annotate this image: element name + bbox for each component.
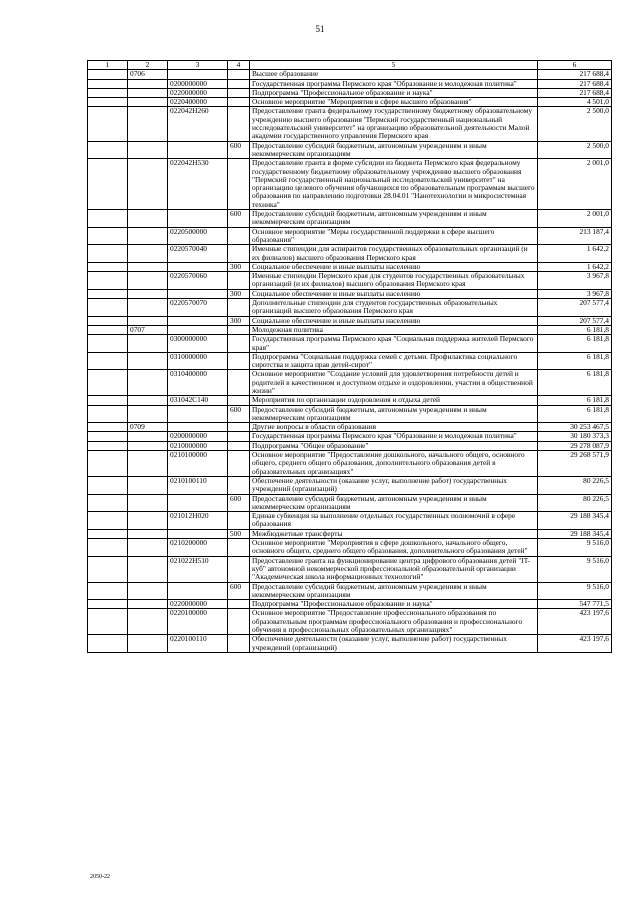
cell-target-code: 021012Н020 [168,512,228,530]
cell-amount: 4 501,0 [538,98,612,107]
cell-col1 [88,316,128,325]
cell-col1 [88,370,128,396]
table-row [88,512,612,530]
table-row [88,335,612,353]
cell-description: Именные стипендии Пермского края для студентов государственных образовательных организаций (и их филиалов) высшего образования Пермского края [250,272,538,290]
cell-section-code [128,262,168,271]
cell-description: Предоставление субсидий бюджетным, автономным учреждениям и иным некоммерческим организациям [250,494,538,512]
cell-description: Подпрограмма "Общее образование" [250,441,538,450]
cell-section-code: 0709 [128,423,168,432]
cell-amount: 2 001,0 [538,210,612,228]
table-row [88,635,612,653]
cell-section-code [128,582,168,600]
cell-amount: 2 500,0 [538,141,612,159]
cell-section-code [128,272,168,290]
cell-target-code [168,210,228,228]
cell-col1 [88,141,128,159]
cell-description: Социальное обеспечение и иные выплаты населению [250,262,538,271]
cell-amount: 80 226,5 [538,476,612,494]
cell-col1 [88,494,128,512]
table-row [88,352,612,370]
cell-section-code [128,396,168,405]
cell-amount: 30 253 467,5 [538,423,612,432]
table-row [88,70,612,79]
column-header: 1 [88,61,128,70]
cell-section-code [128,210,168,228]
cell-description: Государственная программа Пермского края "Социальная поддержка жителей Пермского края" [250,335,538,353]
column-header: 2 [128,61,168,70]
cell-target-code: 0220100000 [168,609,228,635]
cell-target-code [168,289,228,298]
cell-amount: 6 181,8 [538,396,612,405]
table-row [88,582,612,600]
cell-description: Другие вопросы в области образования [250,423,538,432]
cell-section-code [128,98,168,107]
cell-target-code: 022042Н530 [168,159,228,210]
cell-description: Предоставление субсидий бюджетным, автономным учреждениям и иным некоммерческим организациям [250,582,538,600]
cell-target-code [168,316,228,325]
cell-description: Предоставление субсидий бюджетным, автономным учреждениям и иным некоммерческим организациям [250,210,538,228]
cell-expense-type [228,556,250,582]
cell-section-code [128,539,168,557]
column-header: 5 [250,61,538,70]
cell-col1 [88,476,128,494]
cell-col1 [88,352,128,370]
cell-expense-type [228,299,250,317]
cell-description: Обеспечение деятельности (оказание услуг, выполнение работ) государственных учреждений (организаций) [250,476,538,494]
cell-expense-type [228,476,250,494]
cell-amount: 217 688,4 [538,79,612,88]
cell-amount: 217 688,4 [538,88,612,97]
cell-expense-type [228,423,250,432]
footer-code: 2050-22 [90,874,110,880]
cell-section-code [128,405,168,423]
cell-amount: 2 500,0 [538,107,612,141]
cell-expense-type [228,441,250,450]
cell-col1 [88,405,128,423]
cell-expense-type: 500 [228,529,250,538]
table-row [88,476,612,494]
cell-section-code [128,635,168,653]
cell-expense-type: 600 [228,141,250,159]
cell-description: Единая субвенция на выполнение отдельных государственных полномочий в сфере образования [250,512,538,530]
table-row [88,227,612,245]
cell-amount: 207 577,4 [538,316,612,325]
cell-col1 [88,159,128,210]
cell-col1 [88,289,128,298]
cell-target-code: 0200000000 [168,79,228,88]
cell-description: Основное мероприятие "Меры государственной поддержки в сфере высшего образования" [250,227,538,245]
cell-amount: 1 642,2 [538,262,612,271]
cell-amount: 423 197,6 [538,609,612,635]
cell-description: Высшее образование [250,70,538,79]
table-row [88,441,612,450]
table-row [88,88,612,97]
table-row [88,396,612,405]
cell-expense-type [228,98,250,107]
cell-section-code [128,512,168,530]
cell-amount: 9 516,0 [538,582,612,600]
cell-col1 [88,299,128,317]
budget-table [87,60,612,653]
table-row [88,98,612,107]
cell-section-code [128,609,168,635]
cell-amount: 207 577,4 [538,299,612,317]
cell-col1 [88,512,128,530]
cell-description: Государственная программа Пермского края "Образование и молодежная политика" [250,79,538,88]
cell-expense-type [228,539,250,557]
cell-amount: 30 180 373,3 [538,432,612,441]
cell-expense-type [228,352,250,370]
cell-target-code [168,529,228,538]
cell-expense-type: 300 [228,262,250,271]
cell-target-code [168,494,228,512]
table-row [88,325,612,334]
cell-section-code [128,529,168,538]
cell-col1 [88,107,128,141]
cell-col1 [88,432,128,441]
cell-amount: 9 516,0 [538,539,612,557]
cell-description: Мероприятия по организации оздоровления и отдыха детей [250,396,538,405]
cell-amount: 29 188 345,4 [538,512,612,530]
cell-amount: 213 187,4 [538,227,612,245]
cell-description: Государственная программа Пермского края "Образование и молодежная политика" [250,432,538,441]
cell-target-code [168,325,228,334]
cell-target-code: 022042Н260 [168,107,228,141]
cell-description: Именные стипендии для аспирантов государственных образовательных организаций (и их филиалов) высшего образования Пермского края [250,245,538,263]
table-row [88,451,612,477]
cell-description: Подпрограмма "Социальная поддержка семей с детьми. Профилактика социального сиротства и защита прав детей-сирот" [250,352,538,370]
cell-col1 [88,262,128,271]
cell-section-code [128,556,168,582]
table-row [88,107,612,141]
cell-section-code [128,299,168,317]
cell-target-code: 0220000000 [168,600,228,609]
cell-col1 [88,423,128,432]
cell-col1 [88,98,128,107]
cell-description: Основное мероприятие "Мероприятия в сфере дошкольного, начального общего, основного общего, среднего общего образования, дополнительного образования детей" [250,539,538,557]
cell-amount: 3 967,8 [538,289,612,298]
cell-expense-type [228,512,250,530]
cell-section-code [128,316,168,325]
cell-amount: 6 181,8 [538,352,612,370]
cell-col1 [88,70,128,79]
cell-col1 [88,227,128,245]
cell-target-code: 021022Н510 [168,556,228,582]
cell-description: Обеспечение деятельности (оказание услуг, выполнение работ) государственных учреждений (организаций) [250,635,538,653]
cell-col1 [88,245,128,263]
column-header: 3 [168,61,228,70]
column-header: 4 [228,61,250,70]
cell-section-code [128,88,168,97]
cell-expense-type [228,335,250,353]
cell-col1 [88,635,128,653]
table-row [88,600,612,609]
table-row [88,141,612,159]
cell-amount: 29 188 345,4 [538,529,612,538]
cell-col1 [88,539,128,557]
cell-amount: 6 181,8 [538,335,612,353]
cell-description: Основное мероприятие "Создание условий для удовлетворения потребности детей и родителей в качественном и доступном отдыхе и оздоровлении, участии в общественной жизни" [250,370,538,396]
cell-target-code: 0220000000 [168,88,228,97]
cell-target-code: 0220400000 [168,98,228,107]
cell-target-code: 0310000000 [168,352,228,370]
table-row [88,79,612,88]
cell-target-code: 031042С140 [168,396,228,405]
table-row [88,494,612,512]
cell-expense-type [228,600,250,609]
cell-col1 [88,325,128,334]
cell-description: Подпрограмма "Профессиональное образование и наука" [250,600,538,609]
page-number: 51 [315,24,325,34]
cell-section-code [128,370,168,396]
cell-target-code [168,141,228,159]
cell-section-code [128,441,168,450]
cell-col1 [88,529,128,538]
table-row [88,245,612,263]
cell-col1 [88,609,128,635]
cell-description: Предоставление гранта в форме субсидии из бюджета Пермского края федеральному государственному бюджетному образовательному учреждению высшего образования "Пермский государственный национальный исследовательский университет" на организацию целевого обучения обучающихся по образовательным программам высшего образования по направлению подготовки 28.04.01 "Нанотехнологии и микросистемная техника" [250,159,538,210]
cell-target-code: 0210000000 [168,441,228,450]
cell-amount: 6 181,8 [538,325,612,334]
cell-description: Социальное обеспечение и иные выплаты населению [250,316,538,325]
cell-section-code [128,335,168,353]
cell-description: Основное мероприятие "Предоставление дошкольного, начального общего, основного общего, среднего общего образования, дополнительного образования детей в образовательных организациях" [250,451,538,477]
cell-section-code [128,289,168,298]
cell-expense-type [228,370,250,396]
cell-section-code [128,476,168,494]
cell-expense-type [228,325,250,334]
cell-expense-type [228,451,250,477]
cell-expense-type [228,272,250,290]
column-header: 6 [538,61,612,70]
table-row [88,539,612,557]
cell-amount: 217 688,4 [538,70,612,79]
cell-amount: 6 181,8 [538,405,612,423]
table-row [88,529,612,538]
cell-target-code: 0220100110 [168,635,228,653]
cell-target-code: 0300000000 [168,335,228,353]
table-row [88,405,612,423]
cell-expense-type [228,88,250,97]
table-row [88,316,612,325]
cell-expense-type: 300 [228,289,250,298]
cell-amount: 80 226,5 [538,494,612,512]
cell-description: Социальное обеспечение и иные выплаты населению [250,289,538,298]
cell-col1 [88,582,128,600]
cell-amount: 3 967,8 [538,272,612,290]
cell-expense-type [228,609,250,635]
cell-amount: 9 516,0 [538,556,612,582]
cell-target-code: 0220500000 [168,227,228,245]
cell-col1 [88,600,128,609]
cell-amount: 6 181,8 [538,370,612,396]
cell-expense-type [228,245,250,263]
cell-target-code [168,262,228,271]
cell-col1 [88,88,128,97]
cell-target-code: 0220570060 [168,272,228,290]
cell-col1 [88,210,128,228]
cell-expense-type [228,70,250,79]
table-row [88,289,612,298]
cell-expense-type [228,432,250,441]
cell-description: Предоставление гранта на функционирование центра цифрового образования детей "IT-куб" автономной некоммерческой профессиональной образовательной организации "Академическая школа информационных технологий" [250,556,538,582]
cell-col1 [88,396,128,405]
cell-description: Предоставление субсидий бюджетным, автономным учреждениям и иным некоммерческим организациям [250,141,538,159]
cell-expense-type [228,79,250,88]
cell-col1 [88,441,128,450]
cell-section-code [128,352,168,370]
cell-expense-type: 600 [228,210,250,228]
cell-section-code [128,107,168,141]
cell-description: Основное мероприятие "Предоставление профессионального образования по образовательным программам профессионального образования и профессионального обучения в профессиональных образовательных организациях" [250,609,538,635]
cell-col1 [88,451,128,477]
cell-amount: 1 642,2 [538,245,612,263]
table-row [88,370,612,396]
cell-description: Дополнительные стипендии для студентов государственных образовательных организаций высшего образования Пермского края [250,299,538,317]
table-row [88,210,612,228]
cell-section-code [128,227,168,245]
cell-description: Предоставление субсидий бюджетным, автономным учреждениям и иным некоммерческим организациям [250,405,538,423]
cell-section-code [128,432,168,441]
table-row [88,159,612,210]
cell-section-code [128,451,168,477]
table-row [88,432,612,441]
cell-section-code [128,494,168,512]
cell-description: Подпрограмма "Профессиональное образование и наука" [250,88,538,97]
cell-target-code: 0210200000 [168,539,228,557]
table-row [88,556,612,582]
cell-section-code: 0707 [128,325,168,334]
cell-expense-type: 600 [228,582,250,600]
cell-target-code: 0310400000 [168,370,228,396]
cell-expense-type [228,396,250,405]
cell-description: Предоставление гранта федеральному государственному бюджетному образовательному учреждению высшего образования "Пермский государственный национальный исследовательский университет" на организацию образовательной деятельности Малой академии государственного управления Пермского края [250,107,538,141]
cell-expense-type: 600 [228,405,250,423]
table-row [88,423,612,432]
cell-col1 [88,335,128,353]
table-row [88,262,612,271]
cell-target-code [168,582,228,600]
cell-section-code [128,141,168,159]
cell-col1 [88,556,128,582]
table-header-row [88,61,612,70]
cell-amount: 29 268 571,9 [538,451,612,477]
cell-expense-type: 600 [228,494,250,512]
cell-section-code: 0706 [128,70,168,79]
cell-target-code: 0210100110 [168,476,228,494]
cell-target-code [168,423,228,432]
cell-amount: 29 278 087,9 [538,441,612,450]
cell-expense-type [228,159,250,210]
cell-target-code: 0210100000 [168,451,228,477]
cell-section-code [128,245,168,263]
cell-col1 [88,272,128,290]
cell-target-code [168,405,228,423]
cell-target-code: 0220570040 [168,245,228,263]
table-row [88,272,612,290]
cell-expense-type: 300 [228,316,250,325]
cell-expense-type [228,107,250,141]
cell-expense-type [228,635,250,653]
cell-section-code [128,159,168,210]
cell-col1 [88,79,128,88]
cell-amount: 547 771,5 [538,600,612,609]
cell-section-code [128,600,168,609]
table-row [88,609,612,635]
cell-expense-type [228,227,250,245]
cell-description: Молодежная политика [250,325,538,334]
cell-target-code [168,70,228,79]
cell-description: Основное мероприятие "Мероприятия в сфере высшего образования" [250,98,538,107]
cell-amount: 423 197,6 [538,635,612,653]
cell-target-code: 0220570070 [168,299,228,317]
cell-amount: 2 001,0 [538,159,612,210]
table-row [88,299,612,317]
cell-target-code: 0200000000 [168,432,228,441]
cell-description: Межбюджетные трансферты [250,529,538,538]
cell-section-code [128,79,168,88]
